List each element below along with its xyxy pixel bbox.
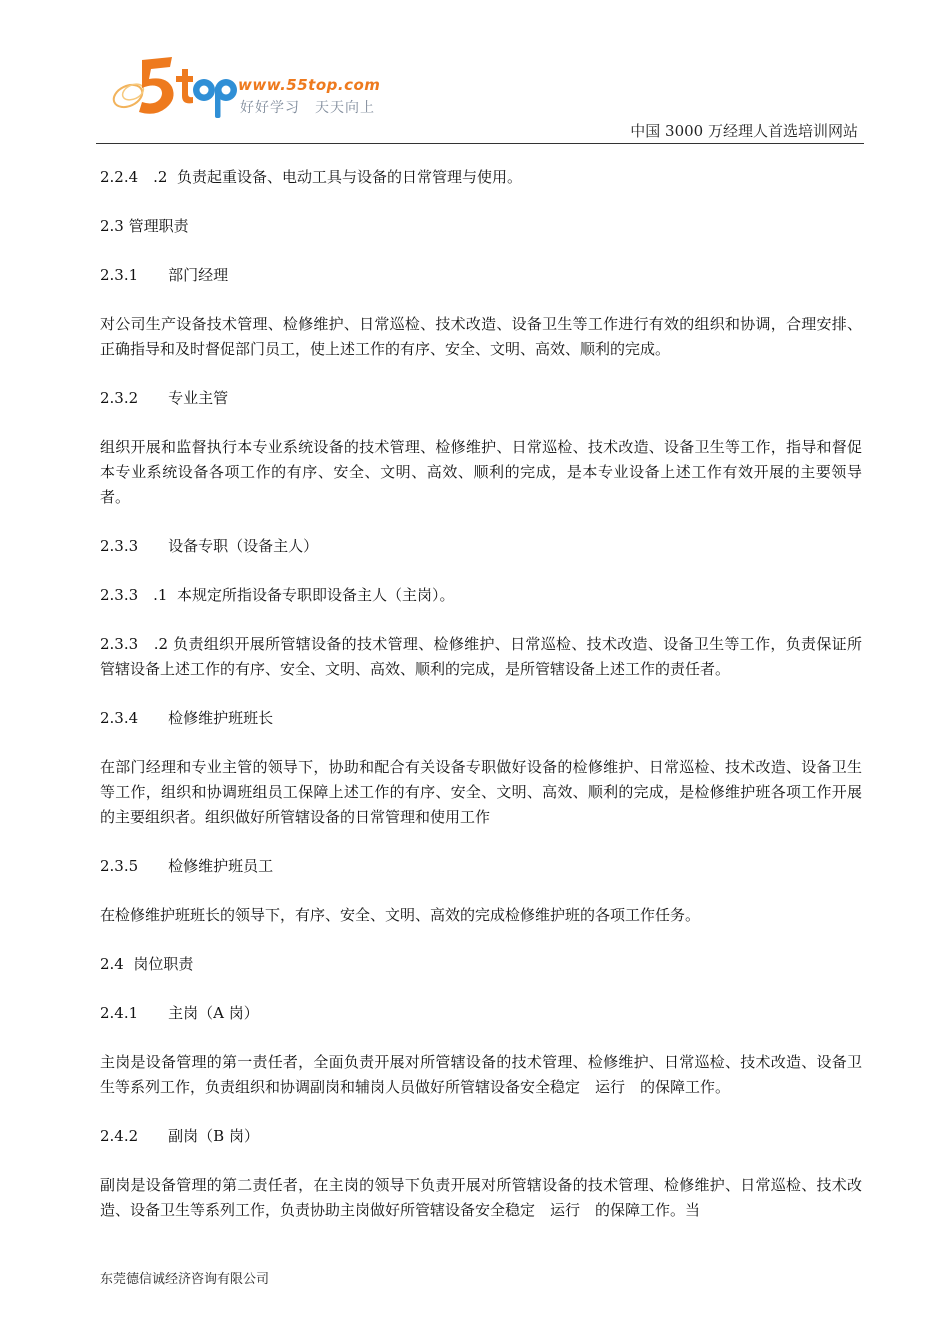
section-heading: 2.4.2 副岗（B 岗） [100, 1127, 259, 1145]
section-heading: 2.3.5 检修维护班员工 [100, 857, 274, 875]
body-paragraph: 在检修维护班班长的领导下，有序、安全、文明、高效的完成检修维护班的各项工作任务。 [100, 906, 701, 924]
logo-url-text: www.55top.com [238, 76, 381, 94]
body-paragraph: 主岗是设备管理的第一责任者，全面负责开展对所管辖设备的技术管理、检修维护、日常巡检、技术改造、设备卫生等系列工作，负责组织和协调副岗和辅岗人员做好所管辖设备安全稳定 运行 的保障工作。 [100, 1053, 862, 1096]
header-divider [96, 143, 864, 144]
page-header [0, 0, 950, 145]
body-paragraph: 副岗是设备管理的第二责任者，在主岗的领导下负责开展对所管辖设备的技术管理、检修维护、日常巡检、技术改造、设备卫生等系列工作，负责协助主岗做好所管辖设备安全稳定 运行 的保障工作。当 [100, 1176, 862, 1219]
section-heading: 2.3.1 部门经理 [100, 266, 229, 284]
body-paragraph: 在部门经理和专业主管的领导下，协助和配合有关设备专职做好设备的检修维护、日常巡检、技术改造、设备卫生等工作，组织和协调班组员工保障上述工作的有序、安全、文明、高效、顺利的完成，是检修维护班各项工作开展的主要组织者。组织做好所管辖设备的日常管理和使用工作 [100, 758, 862, 826]
logo-slogan: 好好学习 天天向上 [240, 100, 375, 116]
section-heading: 2.2.4 .2 负责起重设备、电动工具与设备的日常管理与使用。 [100, 168, 523, 186]
site-logo[interactable] [106, 52, 396, 132]
section-heading: 2.3.4 检修维护班班长 [100, 709, 274, 727]
section-heading: 2.3 管理职责 [100, 217, 189, 235]
header-tagline: 中国 3000 万经理人首选培训网站 [630, 122, 858, 140]
body-paragraph: 对公司生产设备技术管理、检修维护、日常巡检、技术改造、设备卫生等工作进行有效的组织和协调，合理安排、正确指导和及时督促部门员工，使上述工作的有序、安全、文明、高效、顺利的完成。 [100, 315, 862, 358]
body-paragraph: 2.3.3 .2 负责组织开展所管辖设备的技术管理、检修维护、日常巡检、技术改造、设备卫生等工作，负责保证所管辖设备上述工作的有序、安全、文明、高效、顺利的完成，是所管辖设备上述工作的责任者。 [100, 635, 862, 678]
footer-company: 东莞德信诚经济咨询有限公司 [100, 1272, 270, 1287]
section-heading: 2.3.3 .1 本规定所指设备专职即设备主人（主岗）。 [100, 586, 455, 604]
document-body [100, 165, 862, 1223]
body-paragraph: 组织开展和监督执行本专业系统设备的技术管理、检修维护、日常巡检、技术改造、设备卫生等工作，指导和督促本专业系统设备各项工作的有序、安全、文明、高效、顺利的完成，是本专业设备上述工作有效开展的主要领导者。 [100, 438, 862, 506]
section-heading: 2.4.1 主岗（A 岗） [100, 1004, 259, 1022]
logo-5top-graphic [106, 52, 241, 127]
section-heading: 2.3.3 设备专职（设备主人） [100, 537, 319, 555]
section-heading: 2.3.2 专业主管 [100, 389, 229, 407]
section-heading: 2.4 岗位职责 [100, 955, 194, 973]
